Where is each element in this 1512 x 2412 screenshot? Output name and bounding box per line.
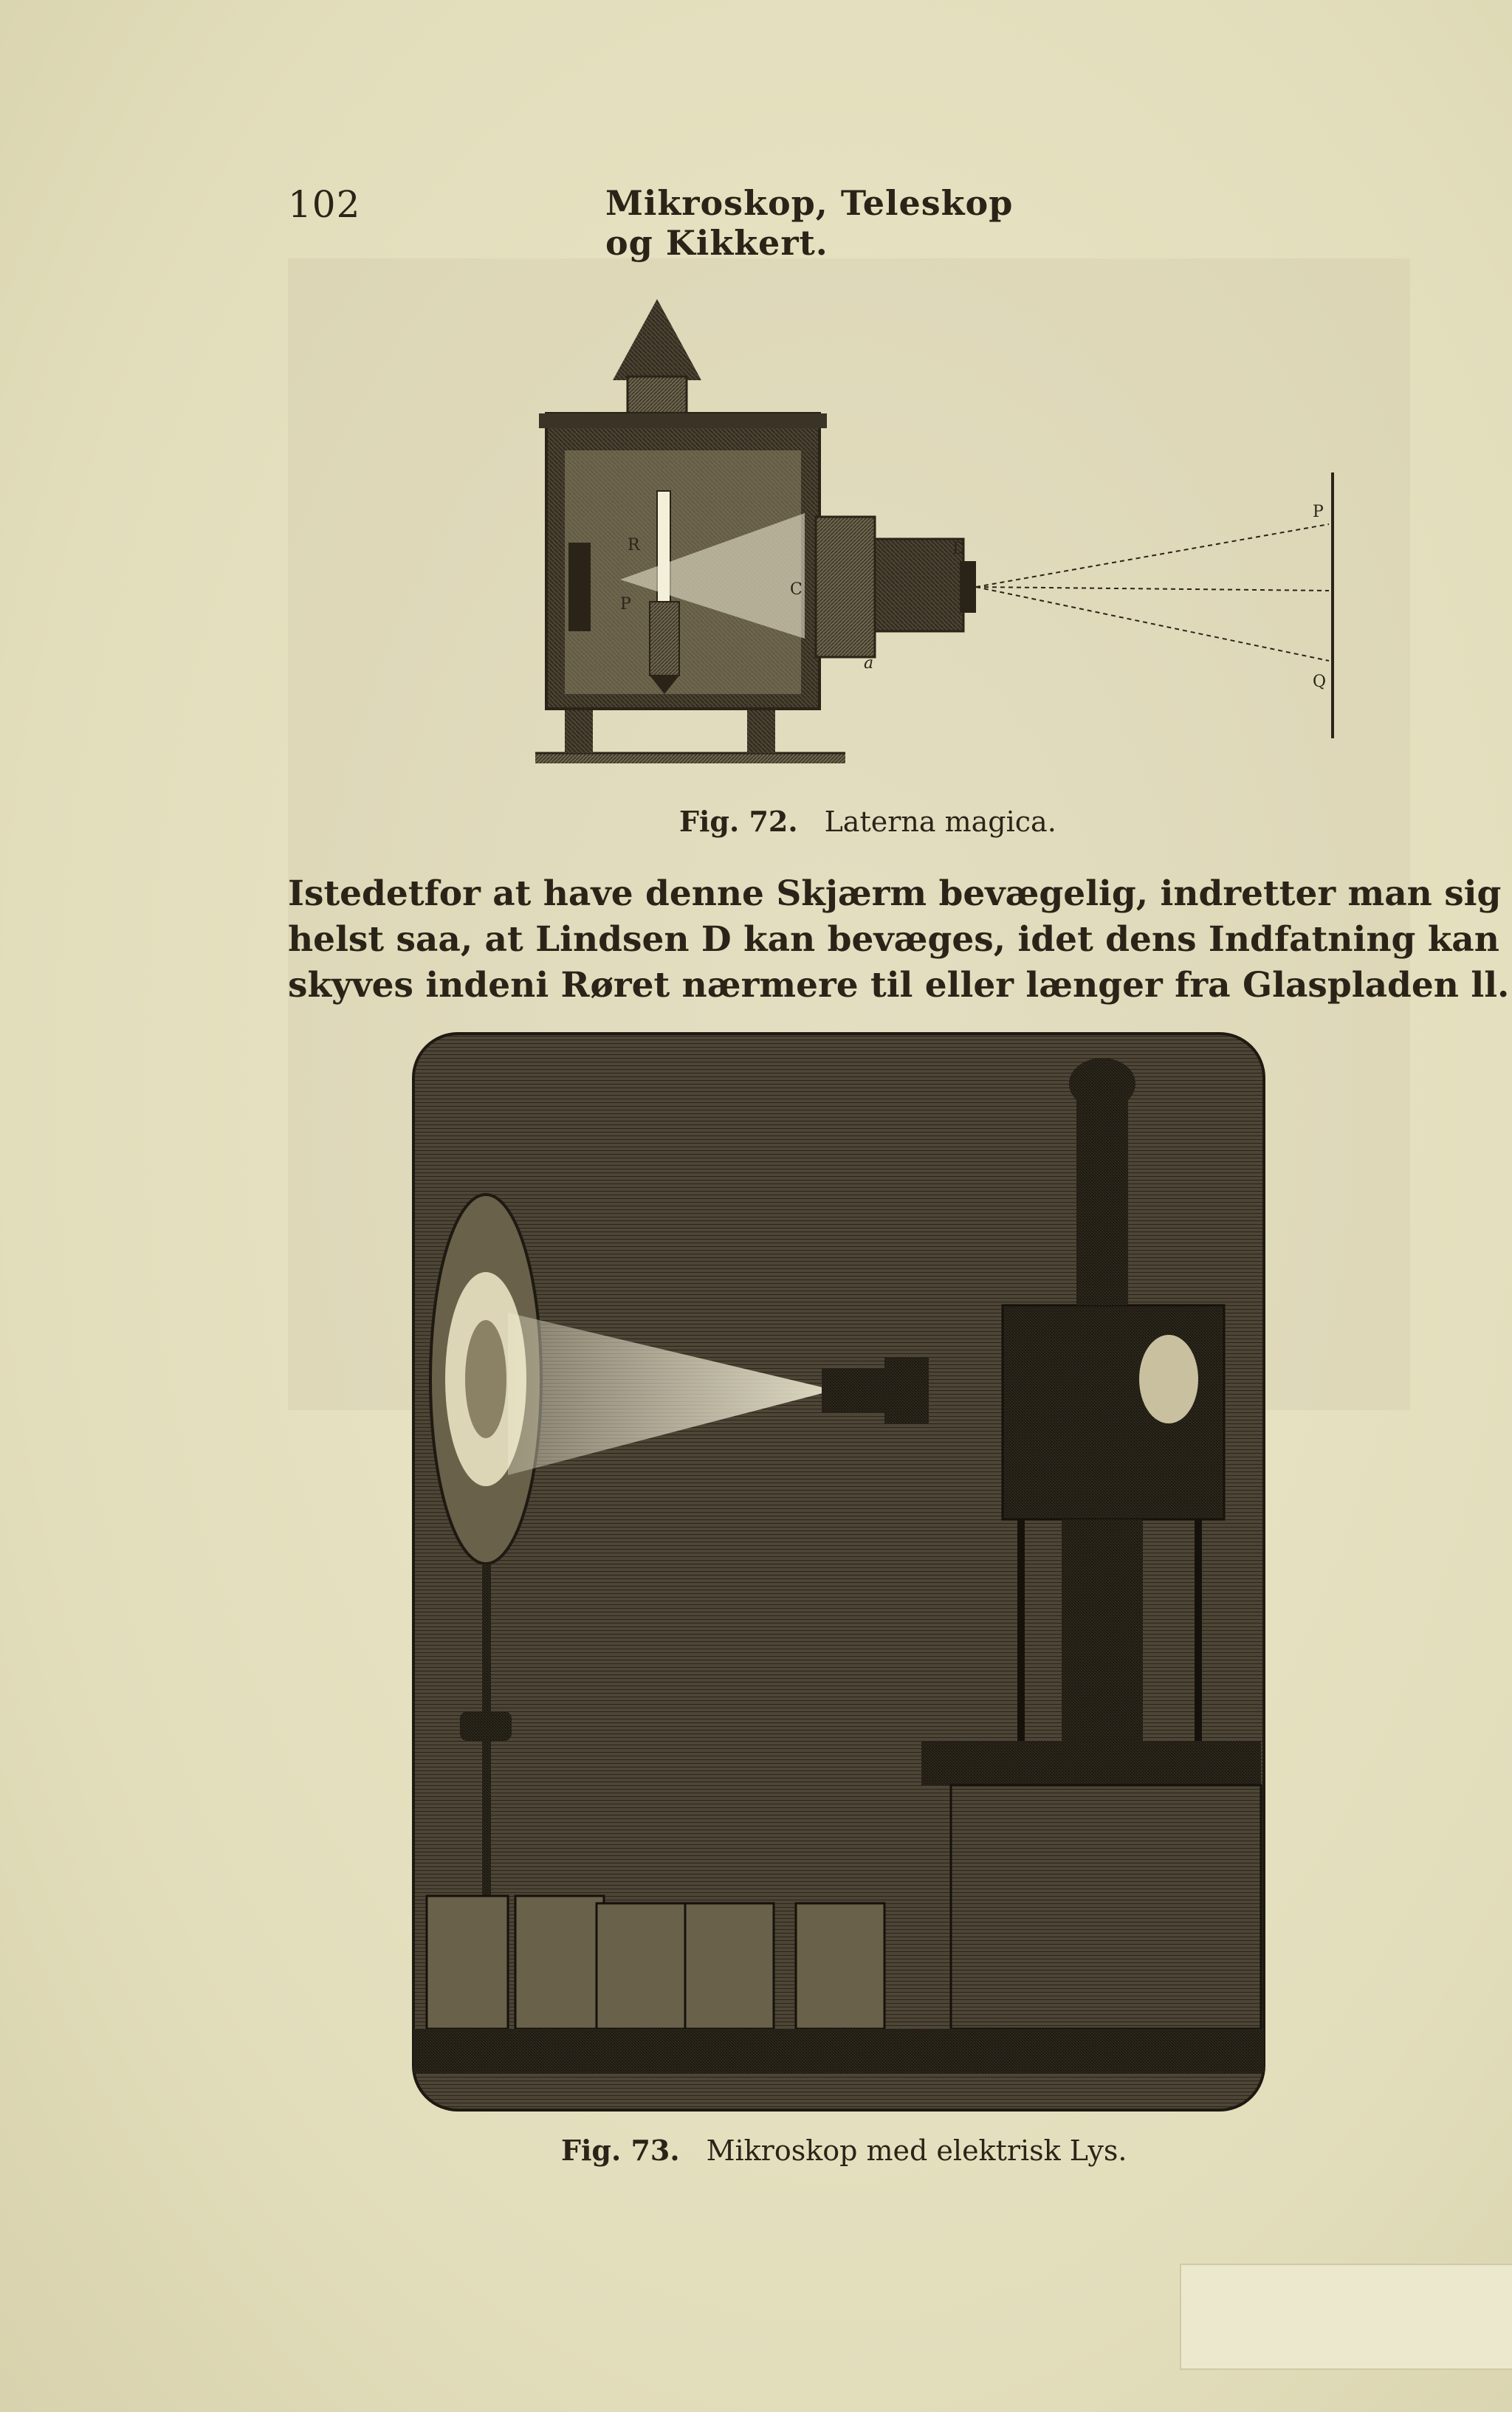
- running-head: Mikroskop, Teleskop og Kikkert.: [605, 183, 1014, 263]
- fig72-letter-p: P: [620, 595, 631, 614]
- body-line: helst saa, at Lindsen D kan bevæges, idet dens Indfatning kan: [288, 919, 1499, 960]
- figure-73-engraving: [412, 1032, 1265, 2112]
- figure-72-caption: [679, 805, 1056, 838]
- page-header: [288, 177, 1071, 263]
- fig72-letter-C: C: [790, 580, 803, 599]
- fig72-letter-R: R: [628, 536, 640, 554]
- figure-72-title: Laterna magica.: [824, 805, 1056, 838]
- fig72-letter-Q: Q: [1313, 673, 1327, 691]
- page-number: 102: [288, 183, 361, 226]
- figure-72-label: Fig. 72.: [679, 805, 798, 838]
- fig72-letter-a: a: [864, 654, 874, 673]
- library-label: [1180, 2264, 1512, 2370]
- body-paragraph: [288, 871, 1510, 1009]
- figure-72-laterna-magica: [509, 292, 1366, 786]
- figure-73-label: Fig. 73.: [561, 2134, 680, 2167]
- figure-73-caption: [561, 2134, 1127, 2167]
- body-line: Istedetfor at have denne Skjærm bevægelig, indretter man sig: [288, 873, 1502, 914]
- fig72-letter-P: P: [1313, 503, 1324, 521]
- figure-73-title: Mikroskop med elektrisk Lys.: [706, 2134, 1127, 2167]
- fig72-letter-D: D: [952, 540, 966, 558]
- body-line: skyves indeni Røret nærmere til eller længer fra Glaspladen ll.: [288, 965, 1510, 1006]
